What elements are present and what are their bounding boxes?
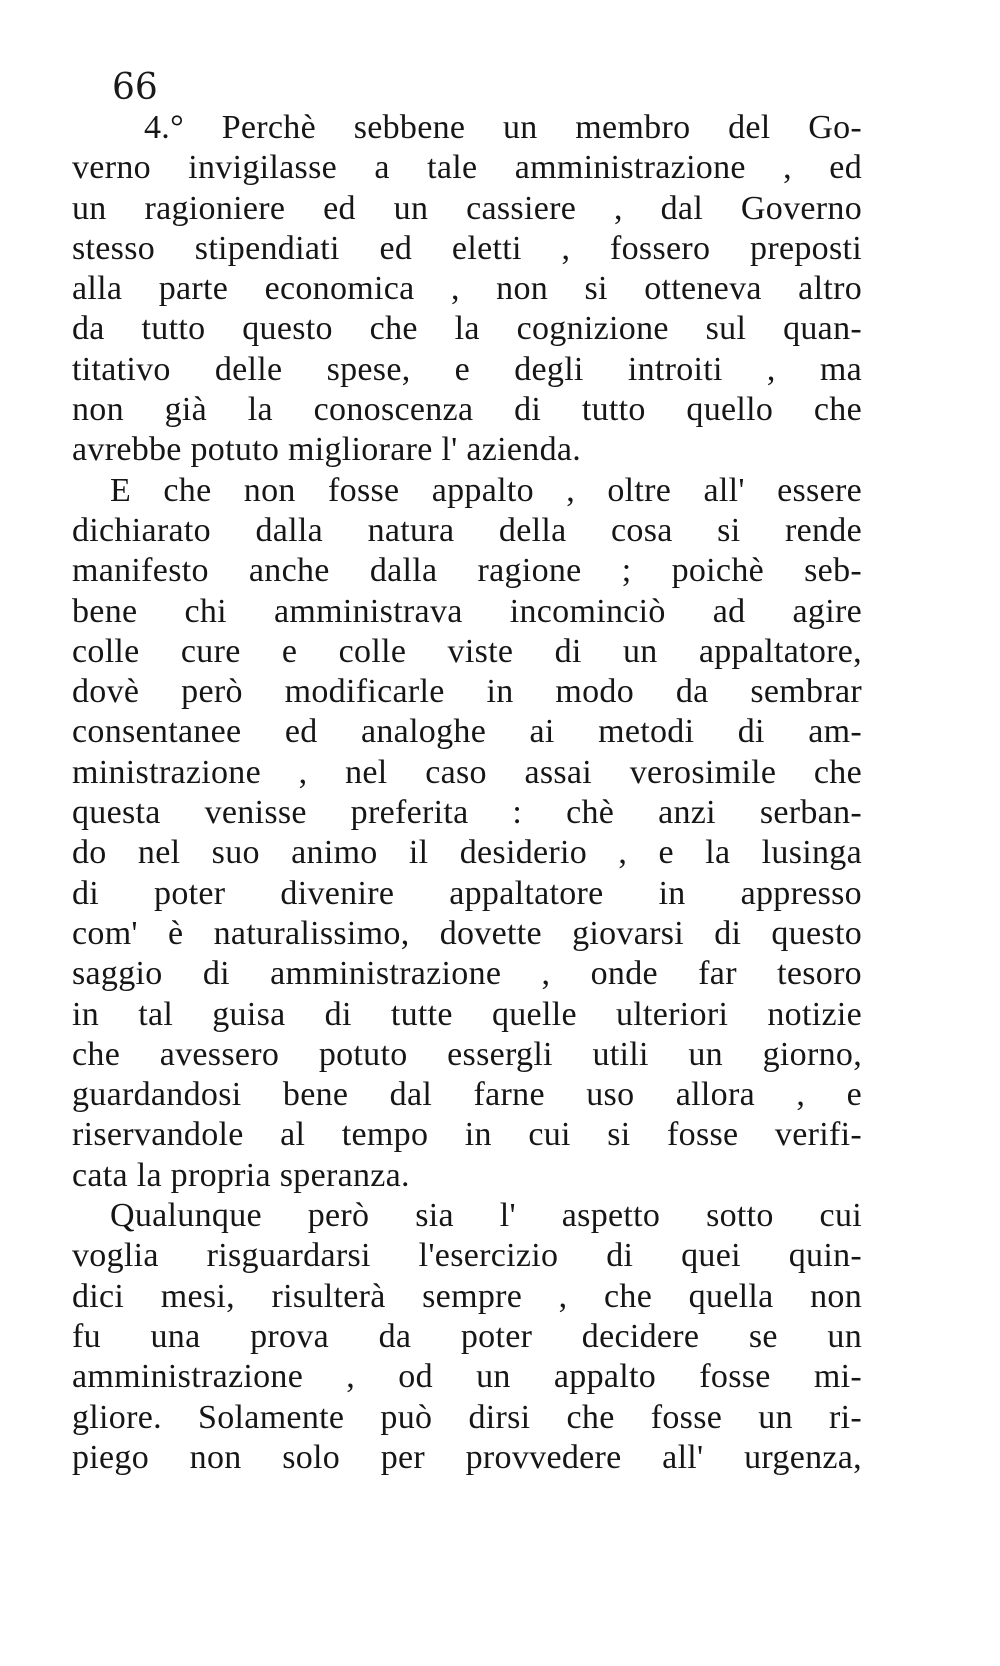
text-line: gliore. Solamente può dirsi che fosse un ri- bbox=[72, 1398, 862, 1436]
text-line: bene chi amministrava incominciò ad agire bbox=[72, 592, 862, 630]
text-line: fu una prova da poter decidere se un bbox=[72, 1317, 862, 1355]
text-line: non già la conoscenza di tutto quello che bbox=[72, 391, 862, 429]
text-line: alla parte economica , non si otteneva altro bbox=[72, 270, 862, 308]
text-line: titativo delle spese, e degli introiti , ma bbox=[72, 350, 862, 388]
page-number: 66 bbox=[112, 67, 158, 108]
text-line: da tutto questo che la cognizione sul quan- bbox=[72, 310, 862, 348]
text-line: ministrazione , nel caso assai verosimile che bbox=[72, 753, 862, 791]
text-line: 4.° Perchè sebbene un membro del Go- bbox=[144, 109, 862, 146]
text-line: voglia risguardarsi l'esercizio di quei quin- bbox=[72, 1237, 862, 1275]
text-line: un ragioniere ed un cassiere , dal Governo bbox=[72, 189, 862, 227]
text-line: di poter divenire appaltatore in appresso bbox=[72, 874, 862, 912]
text-line: verno invigilasse a tale amministrazione , ed bbox=[72, 149, 862, 187]
text-line: che avessero potuto essergli utili un giorno, bbox=[72, 1035, 862, 1073]
text-line: E che non fosse appalto , oltre all' essere bbox=[110, 471, 862, 509]
text-line: manifesto anche dalla ragione ; poichè seb- bbox=[72, 552, 862, 590]
text-line: consentanee ed analoghe ai metodi di am- bbox=[72, 713, 862, 751]
text-line: avrebbe potuto migliorare l' azienda. bbox=[72, 431, 582, 469]
text-line: stesso stipendiati ed eletti , fossero preposti bbox=[72, 229, 862, 267]
text-line: piego non solo per provvedere all' urgenza, bbox=[72, 1438, 862, 1476]
text-line: amministrazione , od un appalto fosse mi- bbox=[72, 1358, 862, 1396]
text-line: riservandole al tempo in cui si fosse verifi- bbox=[72, 1116, 862, 1154]
text-line: dici mesi, risulterà sempre , che quella non bbox=[72, 1277, 862, 1315]
text-line: com' è naturalissimo, dovette giovarsi di questo bbox=[72, 914, 862, 952]
text-line: Qualunque però sia l' aspetto sotto cui bbox=[110, 1197, 862, 1235]
text-line: do nel suo animo il desiderio , e la lusinga bbox=[72, 834, 862, 872]
text-line: questa venisse preferita : chè anzi serban- bbox=[72, 794, 862, 832]
text-line: guardandosi bene dal farne uso allora , e bbox=[72, 1076, 862, 1114]
text-line: saggio di amministrazione , onde far tesoro bbox=[72, 955, 862, 993]
body-text bbox=[72, 108, 862, 1478]
text-line: dichiarato dalla natura della cosa si rende bbox=[72, 511, 862, 549]
text-line: in tal guisa di tutte quelle ulteriori notizie bbox=[72, 995, 862, 1033]
text-line: cata la propria speranza. bbox=[72, 1156, 410, 1194]
text-line: colle cure e colle viste di un appaltatore, bbox=[72, 632, 862, 670]
text-line: dovè però modificarle in modo da sembrar bbox=[72, 673, 862, 711]
